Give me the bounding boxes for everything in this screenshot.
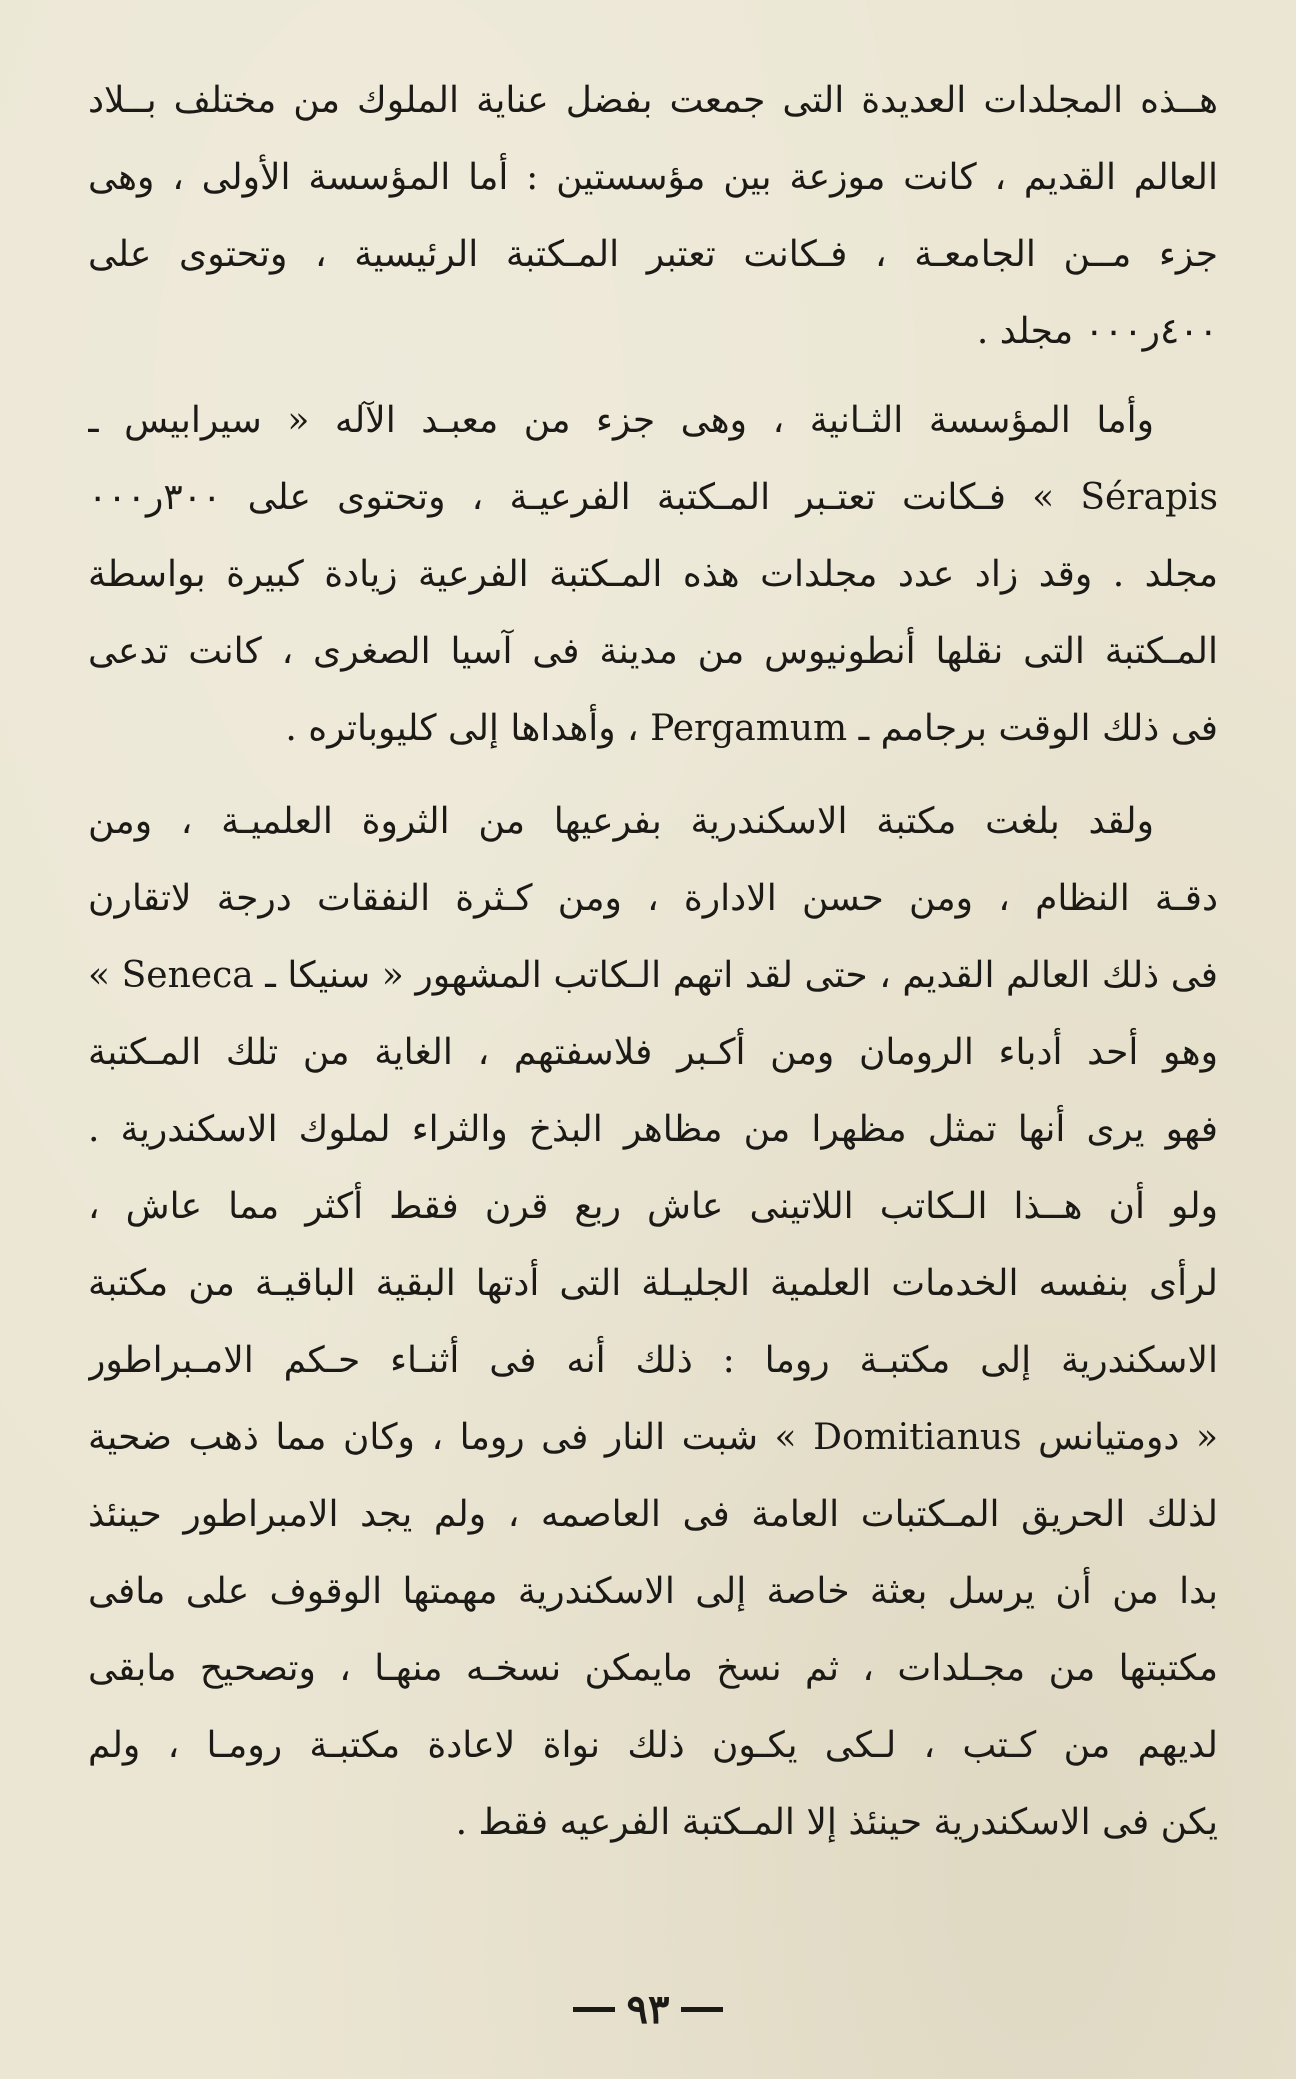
text-line: Sérapis » فـكانت تعتـبر المـكتبة الفرعيـة ، وتحتوى على ٣٠٠ر٠٠٠ (88, 477, 1218, 518)
text-line: يكن فى الاسكندرية حينئذ إلا المـكتبة الفرعيه فقط . (455, 1802, 1218, 1843)
text-line: فهو يرى أنها تمثل مظهرا من مظاهر البذخ والثراء لملوك الاسكندرية . (88, 1109, 1218, 1150)
text-line: مجلد . وقد زاد عدد مجلدات هذه المـكتبة الفرعية زيادة كبيرة بواسطة (88, 554, 1218, 595)
dash-left (573, 2007, 615, 2012)
text-line: فى ذلك العالم القديم ، حتى لقد اتهم الـكاتب المشهور « سنيكا ـ Seneca » (88, 955, 1218, 996)
text-line: ٤٠٠ر٠٠٠ مجلد . (976, 311, 1218, 352)
text-line: بدا من أن يرسل بعثة خاصة إلى الاسكندرية مهمتها الوقوف على مافى (88, 1571, 1218, 1612)
text-line: جزء مــن الجامعـة ، فـكانت تعتبر المـكتبة الرئيسية ، وتحتوى على (88, 234, 1218, 275)
page-number-value: ٩٣ (626, 1985, 670, 2033)
text-line: وأما المؤسسة الثـانية ، وهى جزء من معبـد الآله « سيرابيس ـ (88, 400, 1154, 441)
text-line: لديهم من كـتب ، لـكى يكـون ذلك نواة لاعادة مكتبـة رومـا ، ولم (88, 1725, 1218, 1766)
dash-right (681, 2007, 723, 2012)
page-number (0, 1982, 1296, 2033)
text-line: وهو أحد أدباء الرومان ومن أكـبر فلاسفتهم ، الغاية من تلك المـكتبة (88, 1032, 1218, 1073)
text-line: ولقد بلغت مكتبة الاسكندرية بفرعيها من الثروة العلميـة ، ومن (88, 801, 1154, 842)
text-line: الاسكندرية إلى مكتبـة روما : ذلك أنه فى أثنـاء حـكم الامـبراطور (88, 1340, 1218, 1381)
text-line: « دومتيانس Domitianus » شبت النار فى روما ، وكان مما ذهب ضحية (88, 1417, 1218, 1458)
text-line: دقـة النظام ، ومن حسن الادارة ، ومن كـثرة النفقات درجة لاتقارن (88, 878, 1218, 919)
body-text (88, 62, 1218, 1861)
text-line: المـكتبة التى نقلها أنطونيوس من مدينة فى آسيا الصغرى ، كانت تدعى (88, 631, 1218, 672)
text-line: لرأى بنفسه الخدمات العلمية الجليـلة التى أدتها البقية الباقيـة من مكتبة (88, 1263, 1218, 1304)
text-line: مكتبتها من مجـلدات ، ثم نسخ مايمكن نسخـه منهـا ، وتصحيح مابقى (88, 1648, 1218, 1689)
text-line: العالم القديم ، كانت موزعة بين مؤسستين : أما المؤسسة الأولى ، وهى (88, 157, 1218, 198)
text-line: ولو أن هــذا الـكاتب اللاتينى عاش ربع قرن فقط أكثر مما عاش ، (88, 1186, 1218, 1227)
text-line: لذلك الحريق المـكتبات العامة فى العاصمه ، ولم يجد الامبراطور حينئذ (88, 1494, 1218, 1535)
text-line: هــذه المجلدات العديدة التى جمعت بفضل عناية الملوك من مختلف بــلاد (88, 80, 1218, 121)
text-line: فى ذلك الوقت برجامم ـ Pergamum ، وأهداها إلى كليوباتره . (285, 708, 1218, 749)
